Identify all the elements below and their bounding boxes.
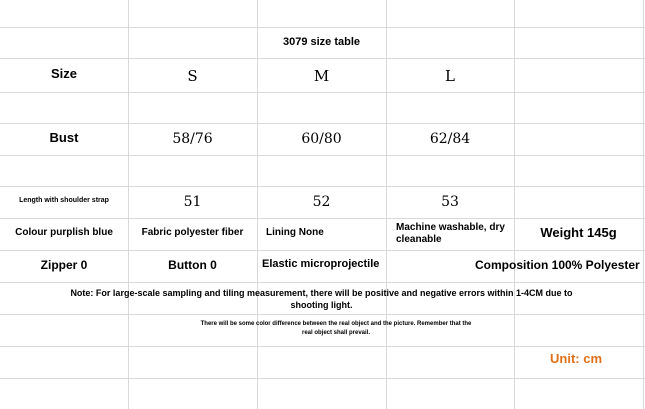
grid-row-line [0,27,645,28]
size-value-m: M [313,67,330,85]
button-cell: Button 0 [168,258,217,272]
unit-label: Unit: cm [550,351,602,366]
zipper-cell: Zipper 0 [40,258,88,272]
bust-row-label: Bust [49,130,79,145]
size-value-l: L [445,67,455,85]
lining-cell: Lining None [266,227,324,238]
bust-value-s: 58/76 [172,131,213,147]
bust-value-l: 62/84 [429,131,471,147]
elastic-cell: Elastic microprojectile [262,258,380,270]
grid-row-line [0,92,645,93]
grid-column-line [643,0,644,409]
washing-cell-line2: cleanable [396,234,442,245]
bust-value-m: 60/80 [301,131,342,147]
weight-cell: Weight 145g [540,225,617,240]
table-title: 3079 size table [282,36,361,48]
grid-row-line [0,218,645,219]
color-note-line1: There will be some color difference between the real object and the picture. Remember that the [200,321,472,327]
measurement-note-line2: shooting light. [290,300,353,310]
grid-row-line [0,155,645,156]
measurement-note-line1: Note: For large-scale sampling and tiling measurement, there will be positive and negative errors within 1-4CM due to [70,288,573,298]
washing-cell-line1: Machine washable, dry [396,222,505,233]
colour-cell: Colour purplish blue [15,227,113,238]
grid-row-line [0,282,645,283]
grid-row-line [0,378,645,379]
grid-row-line [0,58,645,59]
grid-column-line [514,0,515,409]
length-value-m: 52 [312,194,331,210]
composition-cell: Composition 100% Polyester [475,258,640,272]
grid-row-line [0,186,645,187]
grid-row-line [0,250,645,251]
length-value-s: 51 [183,194,202,210]
size-value-s: S [187,67,198,85]
size-row-label: Size [50,66,77,81]
length-value-l: 53 [441,194,459,210]
grid-row-line [0,346,645,347]
color-note-line2: real object shall prevail. [301,330,371,336]
grid-row-line [0,314,645,315]
fabric-cell: Fabric polyester fiber [141,227,244,238]
length-row-label: Length with shoulder strap [19,197,109,204]
grid-row-line [0,123,645,124]
